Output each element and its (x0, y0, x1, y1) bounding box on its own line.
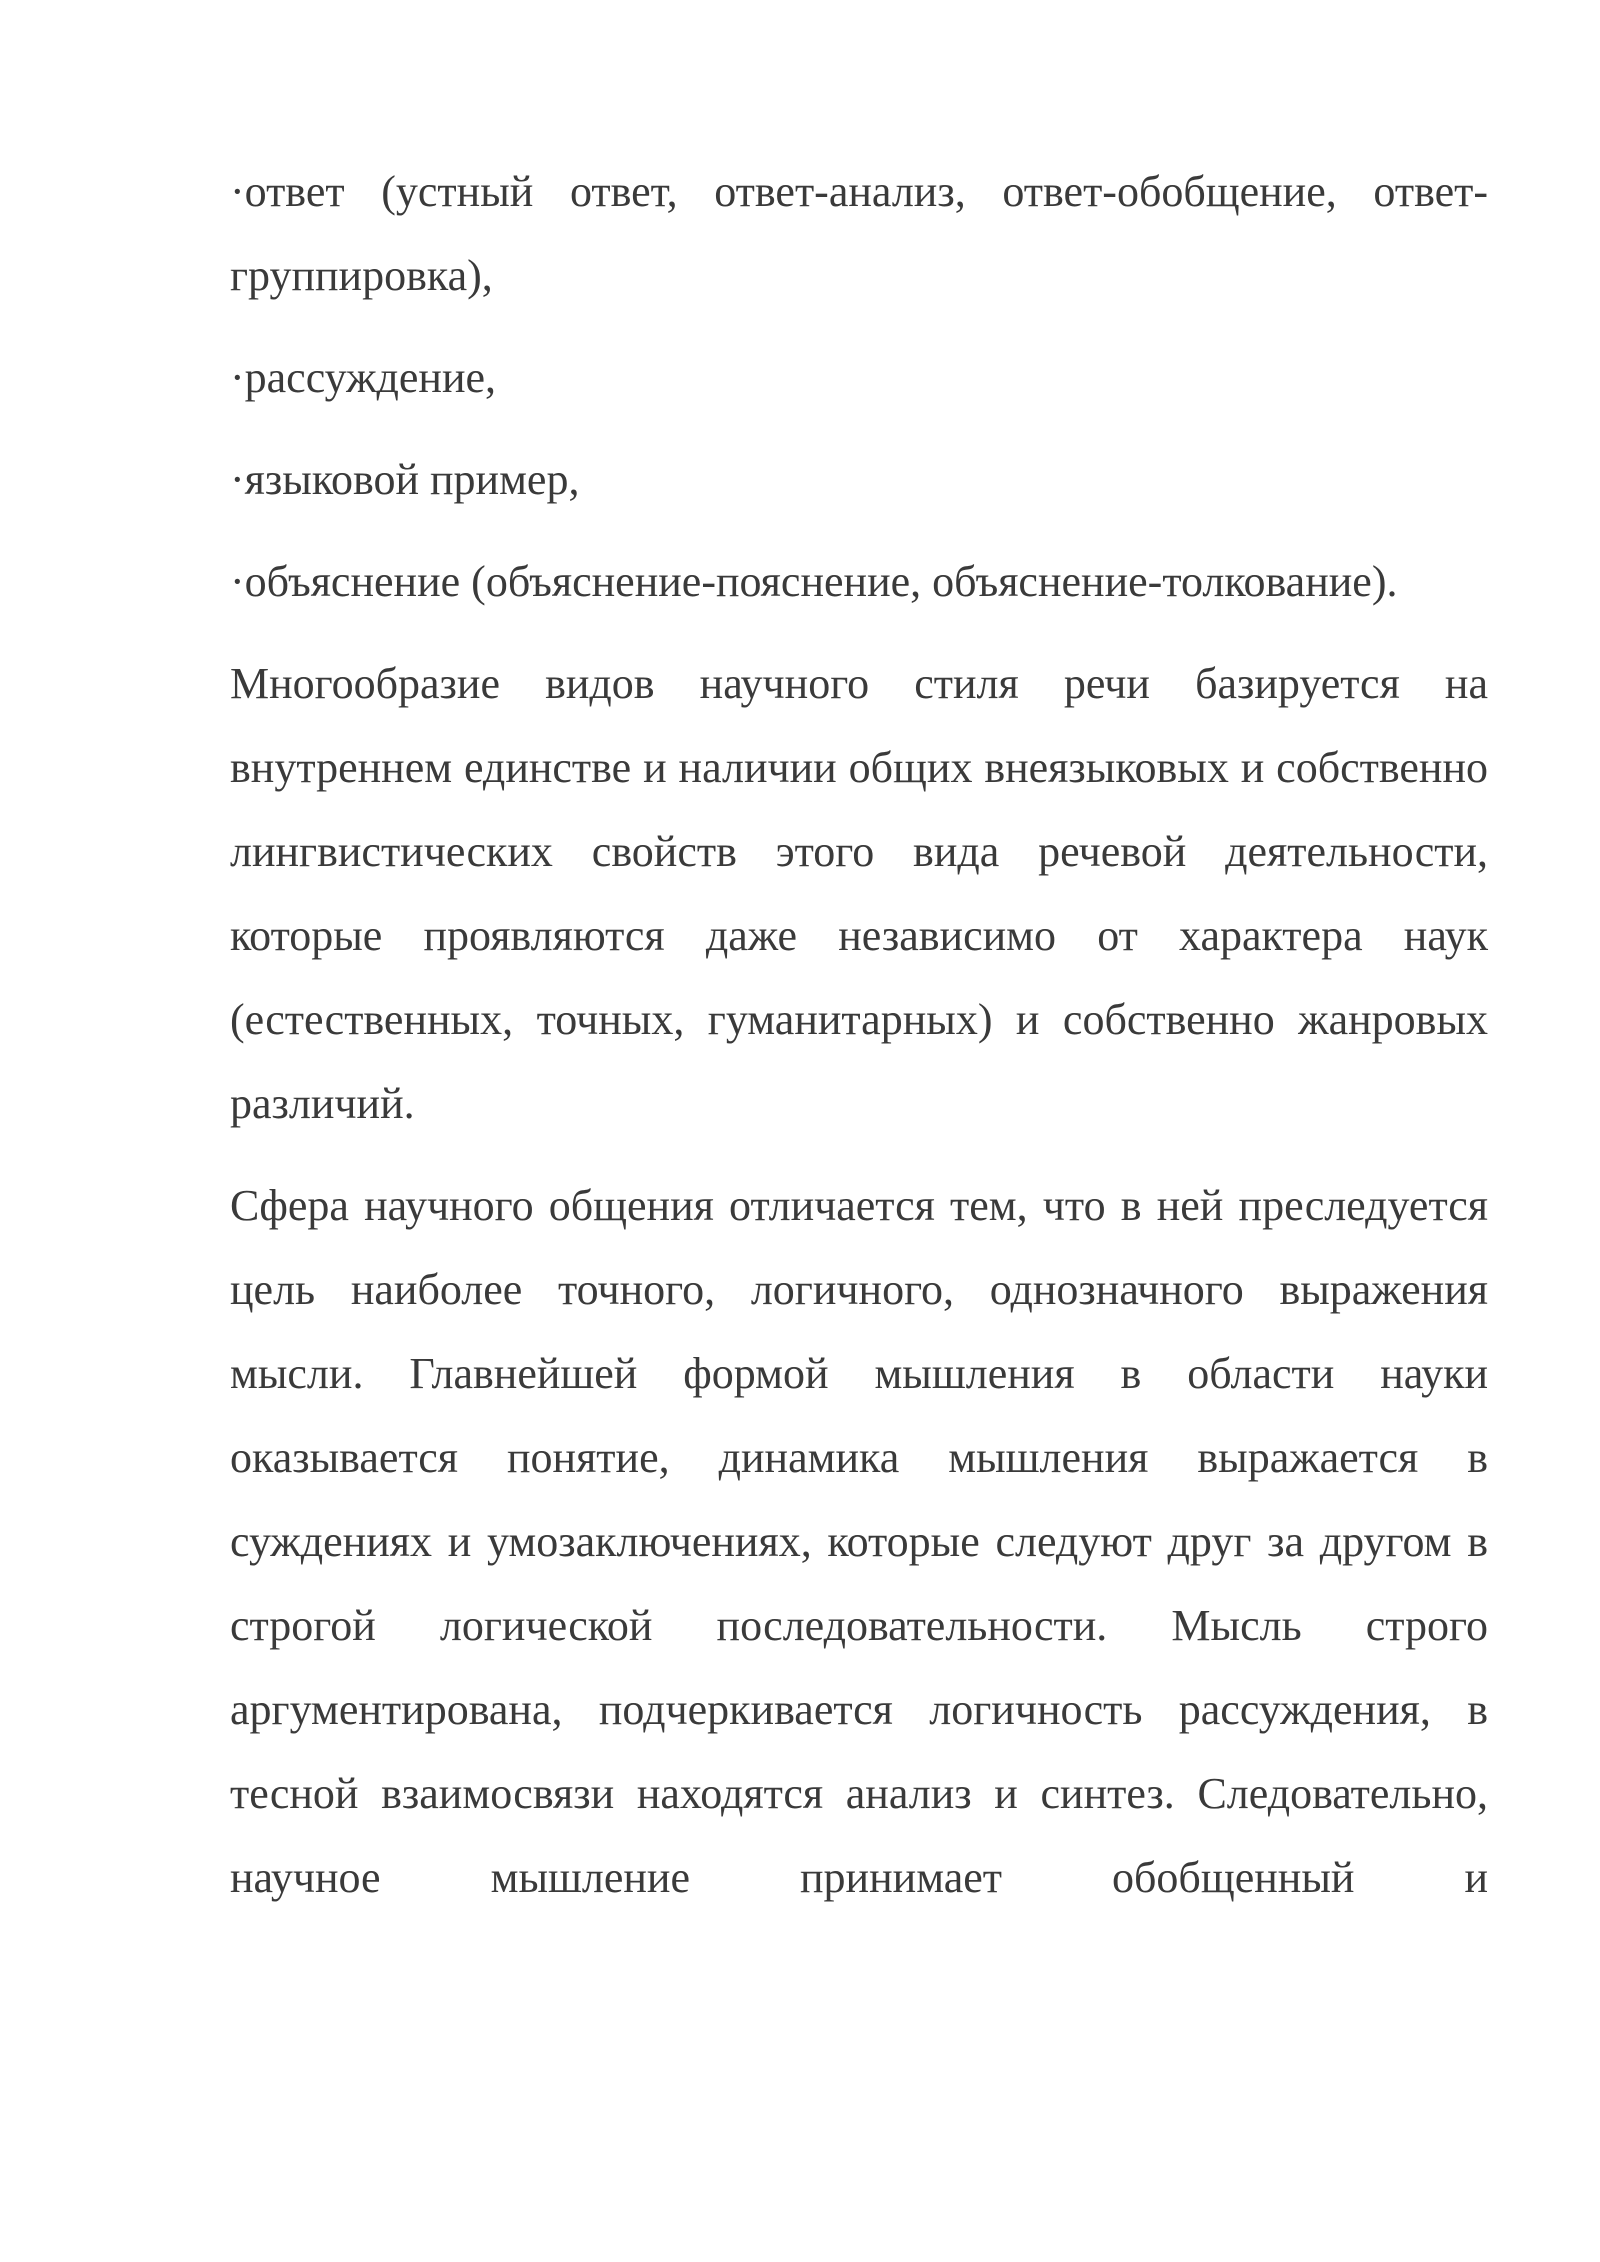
paragraph-scientific-communication: Сфера научного общения отличается тем, что в ней преследуется цель наиболее точного, логичного, однозначного выражения мысли. Главнейшей формой мышления в области науки оказывается понятие, динамика мышления выражается в суждениях и умозаключениях, которые следуют друг за другом в строгой логической последовательности. Мысль строго аргументирована, подчеркивается логичность рассуждения, в тесной взаимосвязи находятся анализ и синтез. Следовательно, научное мышление принимает обобщенный и (230, 1181, 1488, 1902)
list-item-language-example: ·языковой пример, (230, 455, 580, 504)
list-item-reasoning: ·рассуждение, (230, 353, 497, 402)
document-text (230, 150, 1488, 1938)
list-item-explanation: ·объяснение (объяснение-пояснение, объяснение-толкование). (230, 557, 1398, 606)
paragraph-diversity: Многообразие видов научного стиля речи базируется на внутреннем единстве и наличии общих внеязыковых и собственно лингвистических свойств этого вида речевой деятельности, которые проявляются даже независимо от характера наук (естественных, точных, гуманитарных) и собственно жанровых различий. (230, 659, 1488, 1128)
list-item-answer: ·ответ (устный ответ, ответ-анализ, ответ-обобщение, ответ-группировка), (230, 167, 1488, 300)
